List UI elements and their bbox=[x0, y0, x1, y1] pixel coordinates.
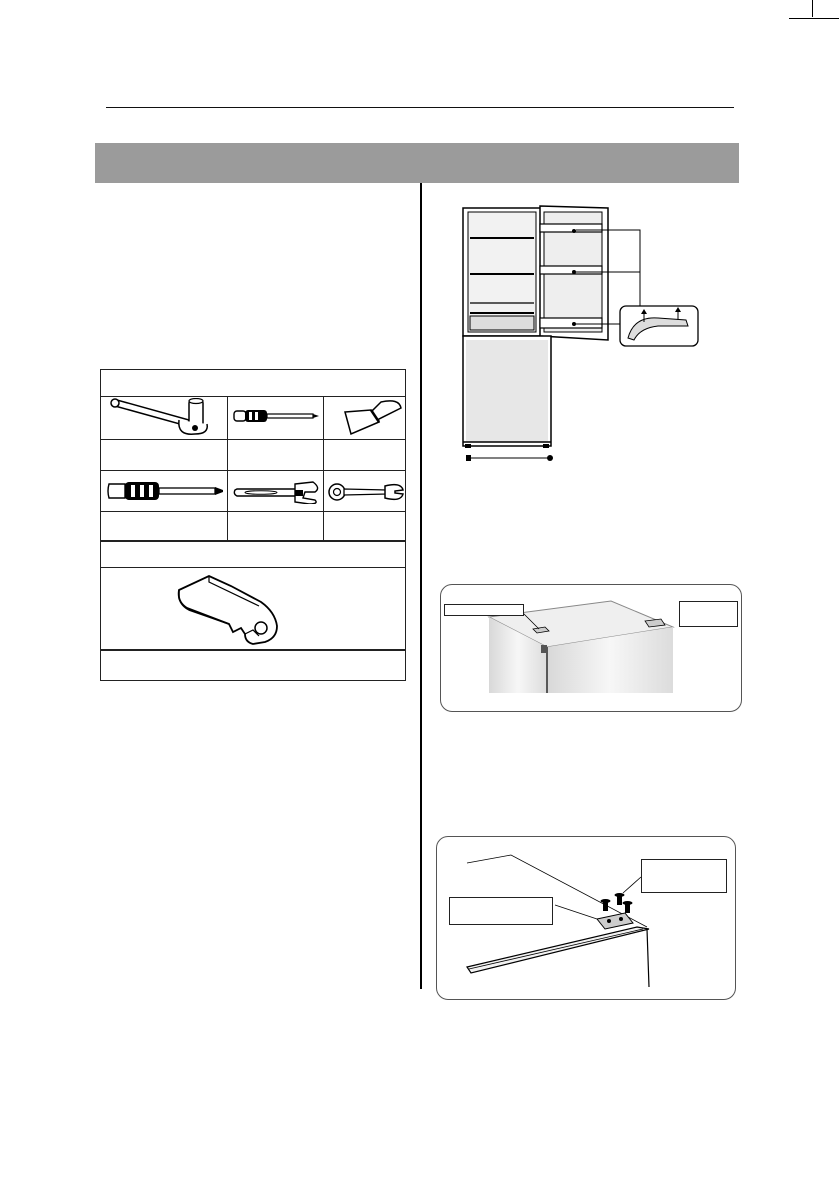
callout-screws bbox=[641, 859, 727, 893]
table-line bbox=[101, 470, 405, 471]
hinge-cover-icon bbox=[169, 572, 284, 646]
crop-mark-vertical bbox=[812, 0, 813, 17]
figure-hinge-screws bbox=[436, 836, 736, 1000]
table-line bbox=[101, 540, 405, 542]
table-line bbox=[101, 567, 405, 568]
callout-hinge bbox=[449, 897, 553, 925]
table-line bbox=[101, 396, 405, 397]
table-line bbox=[101, 649, 405, 651]
flathead-screwdriver-icon bbox=[105, 478, 225, 504]
section-banner bbox=[95, 143, 739, 183]
callout-left bbox=[444, 604, 524, 616]
combination-wrench-icon bbox=[327, 480, 405, 504]
figure-top-covers bbox=[440, 584, 742, 712]
table-line bbox=[101, 439, 405, 440]
column-divider bbox=[420, 183, 422, 989]
callout-right bbox=[679, 601, 738, 627]
phillips-screwdriver-icon bbox=[231, 406, 321, 426]
table-line bbox=[227, 396, 228, 541]
fridge-open-door-diagram bbox=[458, 198, 703, 464]
socket-wrench-icon bbox=[107, 398, 222, 438]
table-line bbox=[323, 396, 324, 541]
putty-knife-icon bbox=[329, 398, 403, 438]
adjustable-wrench-icon bbox=[231, 480, 323, 504]
crop-mark-horizontal bbox=[789, 18, 839, 19]
table-line bbox=[101, 511, 405, 512]
header-rule bbox=[106, 107, 734, 108]
tools-table bbox=[100, 369, 406, 681]
